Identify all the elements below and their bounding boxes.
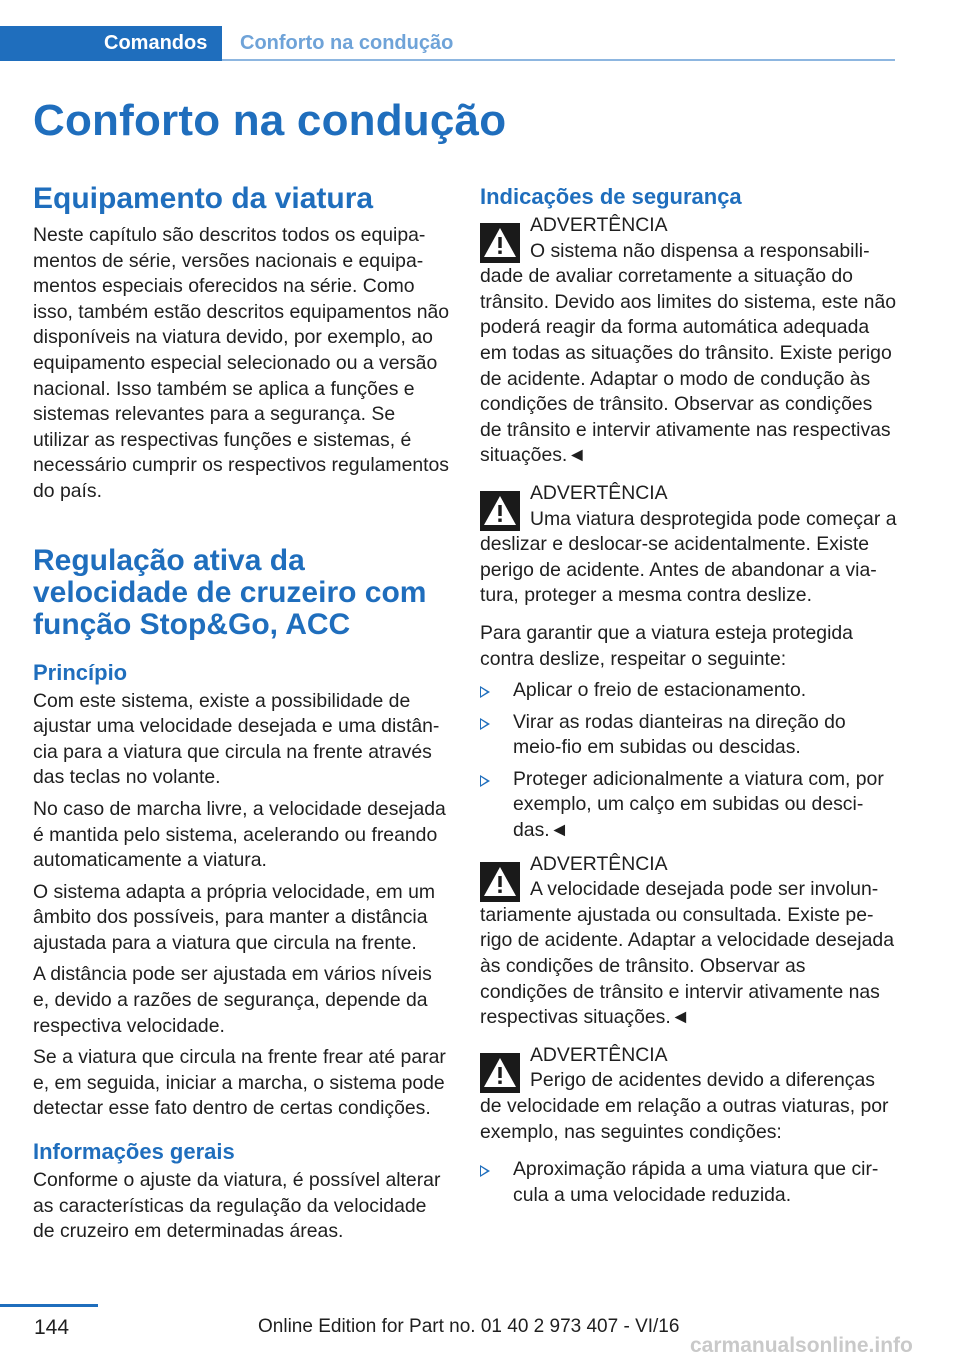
warning-text: A velocidade desejada pode ser involuntariamente ajustada ou consultada. Existe perigo de acidente. Adaptar a velocidade desejada às condições de trânsito. Observar as condições de trânsito e intervir ativamente nas respectivas situações.◄: [480, 878, 894, 1029]
section-heading-equipamento: Equipamento da viatura: [33, 182, 374, 215]
subheading-informacoes: Informações gerais: [33, 1139, 235, 1165]
warning-triangle-icon: [480, 862, 520, 902]
paragraph: Para garantir que a viatura esteja protegida contra deslize, respeitar o seguinte:: [480, 621, 853, 670]
warning-label: ADVERTÊNCIA: [530, 214, 668, 236]
subheading-seguranca: Indicações de segurança: [480, 184, 742, 209]
paragraph: Neste capítulo são descritos todos os equipamentos de série, versões nacionais e equipamentos especiais oferecidos na série. Como isso, também estão descritos equipamentos não disponíveis na viatura devido, por exemplo, ao equipamento especial selecionado ou a versão nacional. Isso também se aplica a funções e sistemas relevantes para a segurança. Se utilizar as respectivas funções e sistemas, é necessário cumprir os respectivos regulamentos do país.: [33, 224, 450, 502]
watermark: carmanualsonline.info: [690, 1334, 913, 1357]
bullet-list: [480, 1157, 898, 1208]
triangle-bullet-icon: [480, 718, 490, 730]
paragraph: Com este sistema, existe a possibilidade de ajustar uma velocidade desejada e uma distância para a viatura que circula na frente através das teclas no volante.: [33, 689, 440, 789]
page-number: 144: [34, 1316, 70, 1339]
paragraph: Conforme o ajuste da viatura, é possível alterar as características da regulação da velocidade de cruzeiro em determinadas áreas.: [33, 1169, 441, 1243]
warning-triangle-icon: [480, 223, 520, 263]
edition-text: Online Edition for Part no. 01 40 2 973 407 - VI/16: [258, 1316, 680, 1337]
subheading-principio: Princípio: [33, 659, 128, 685]
warning-label: ADVERTÊNCIA: [530, 1043, 668, 1066]
warning-block: [480, 852, 898, 1031]
warning-text: O sistema não dispensa a responsabilidade de avaliar corretamente a situação do trânsito. Devido aos limites do sistema, este não poderá reagir da forma automática adequada em todas as situações do trânsito. Existe perigo de acidente. Adaptar o modo de condução às condições de trânsito. Observar as condições de trânsito e intervir ativamente nas respectivas situações.◄: [480, 239, 897, 467]
page-title: Conforto na condução: [33, 96, 507, 145]
page-header: [0, 26, 895, 61]
paragraph: Se a viatura que circula na frente frear até parar e, em seguida, iniciar a marcha, o sistema pode detectar esse fato dentro de certas condições.: [33, 1046, 446, 1120]
header-tab-comandos[interactable]: Comandos: [0, 26, 222, 61]
list-item: Aplicar o freio de estacionamento.: [480, 678, 898, 704]
warning-block: [480, 213, 898, 469]
warning-triangle-icon: [480, 491, 520, 531]
triangle-bullet-icon: [480, 1165, 490, 1177]
triangle-bullet-icon: [480, 775, 490, 787]
warning-triangle-icon: [480, 1053, 520, 1093]
paragraph: No caso de marcha livre, a velocidade desejada é mantida pelo sistema, acelerando ou freando automaticamente a viatura.: [33, 797, 446, 872]
warning-label: ADVERTÊNCIA: [530, 481, 668, 504]
header-divider: [222, 59, 895, 61]
bullet-list: [480, 678, 898, 844]
paragraph: A distância pode ser ajustada em vários níveis e, devido a razões de segurança, depende da respectiva velocidade.: [33, 963, 432, 1037]
list-item: Proteger adicionalmente a viatura com, por exemplo, um calço em subidas ou descidas.◄: [480, 767, 898, 844]
warning-text: Uma viatura desprotegida pode começar a deslizar e deslocar-se acidentalmente. Existe perigo de acidente. Antes de abandonar a viatura, proteger a mesma contra deslize.: [480, 507, 897, 607]
triangle-bullet-icon: [480, 686, 490, 698]
warning-block: [480, 481, 898, 609]
warning-label: ADVERTÊNCIA: [530, 852, 668, 875]
footer-divider: [0, 1304, 98, 1307]
list-item: Virar as rodas dianteiras na direção do meio-fio em subidas ou descidas.: [480, 710, 898, 761]
list-item: Aproximação rápida a uma viatura que circula a uma velocidade reduzida.: [480, 1157, 898, 1208]
warning-text: Perigo de acidentes devido a diferenças de velocidade em relação a outras viaturas, por exemplo, nas seguintes condições:: [480, 1069, 889, 1143]
header-tab-conforto[interactable]: Conforto na condução: [240, 32, 454, 54]
section-heading-acc: Regulação ativa da velocidade de cruzeiro com função Stop&Go, ACC: [33, 543, 427, 641]
paragraph: O sistema adapta a própria velocidade, em um âmbito dos possíveis, para manter a distância ajustada para a viatura que circula na frente.: [33, 880, 436, 954]
right-column: [480, 183, 898, 1216]
warning-block: [480, 1043, 898, 1145]
left-column: [33, 183, 451, 1251]
